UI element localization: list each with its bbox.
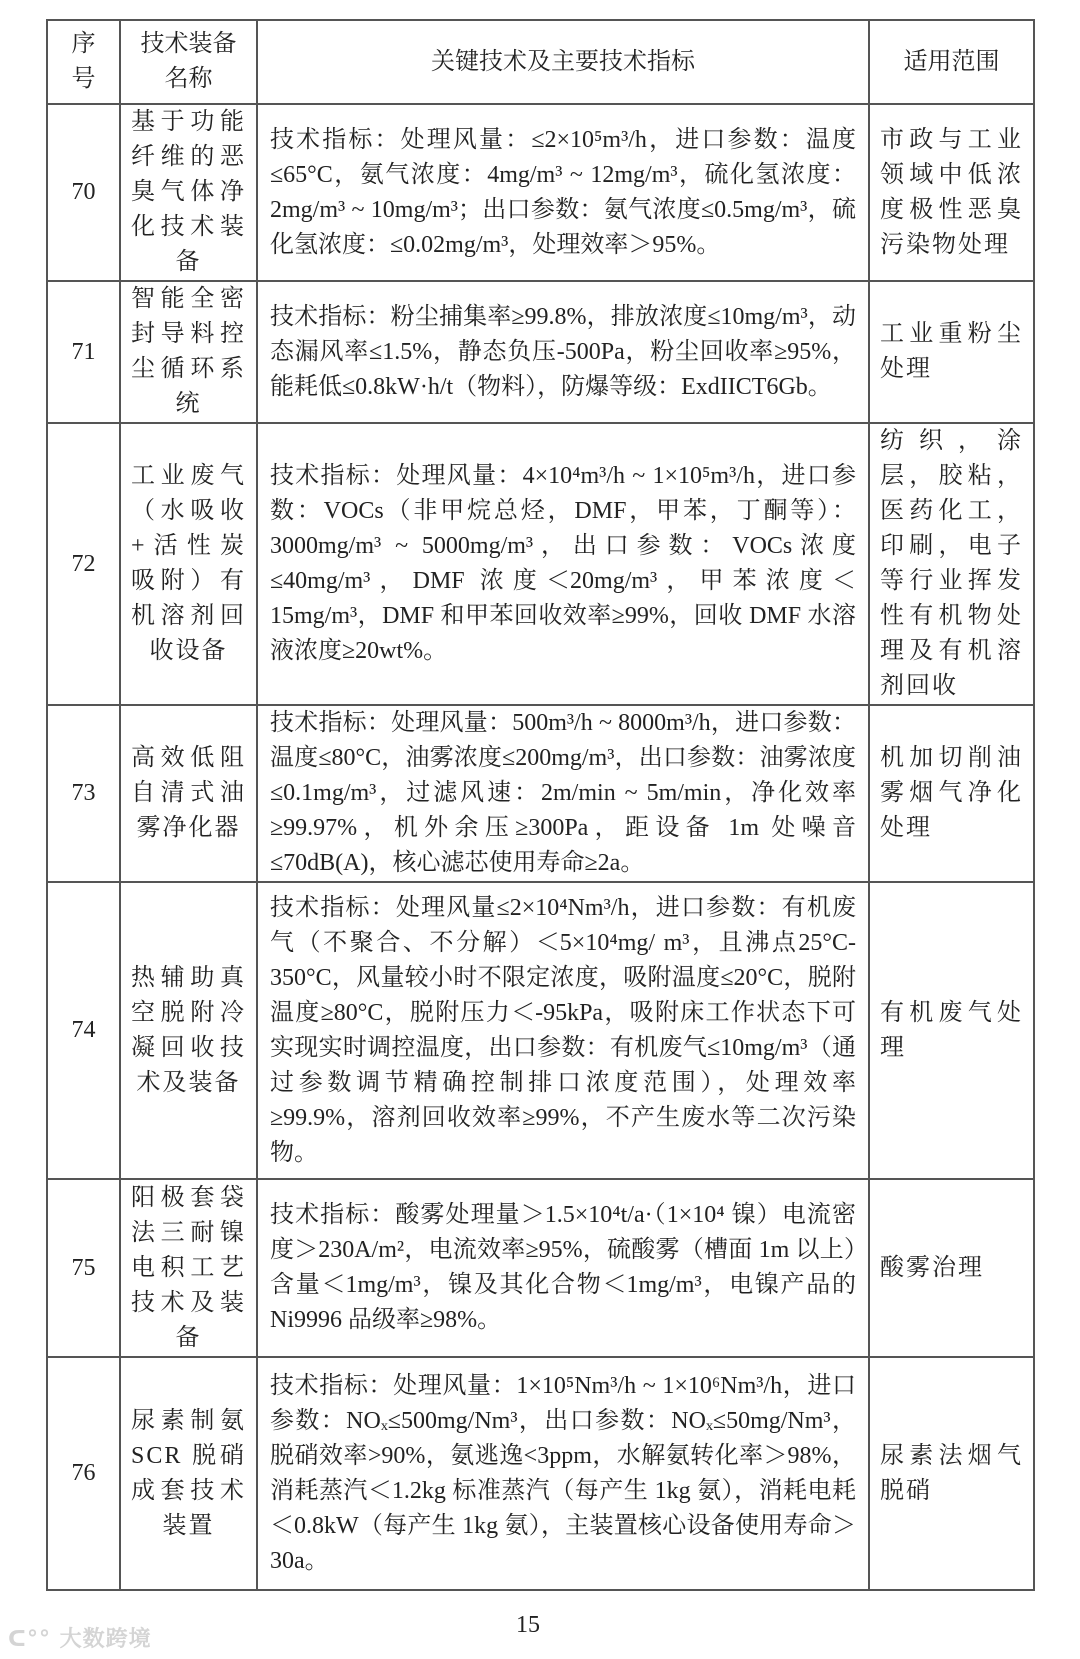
row-name: 高效低阻自清式油雾净化器 (120, 705, 257, 882)
table-row (47, 1179, 1034, 1357)
row-spec: 技术指标：处理风量：500m³/h ~ 8000m³/h，进口参数：温度≤80°C，油雾浓度≤200mg/m³，出口参数：油雾浓度≤0.1mg/m³，过滤风速：2m/min ~ 5m/min，净化效率≥99.97%，机外余压≥300Pa，距设备 1m 处噪音≤70dB(A)，核心滤芯使用寿命≥2a。 (257, 705, 869, 882)
header-index: 序号 (47, 20, 120, 104)
table-row (47, 705, 1034, 882)
row-index: 76 (47, 1357, 120, 1590)
table-header-row (47, 20, 1034, 104)
row-scope: 纺织，涂层，胶粘，医药化工，印刷，电子等行业挥发性有机物处理及有机溶剂回收 (869, 423, 1034, 705)
table-row (47, 104, 1034, 281)
row-scope: 机加切削油雾烟气净化处理 (869, 705, 1034, 882)
header-scope: 适用范围 (869, 20, 1034, 104)
row-name: 工业废气（水吸收+活性炭吸附）有机溶剂回收设备 (120, 423, 257, 705)
row-spec: 技术指标：粉尘捕集率≥99.8%，排放浓度≤10mg/m³，动态漏风率≤1.5%，静态负压-500Pa，粉尘回收率≥95%，能耗低≤0.8kW·h/t（物料），防爆等级：ExdIICT6Gb。 (257, 281, 869, 423)
row-spec: 技术指标：处理风量：≤2×10⁵m³/h，进口参数：温度≤65°C，氨气浓度：4mg/m³ ~ 12mg/m³，硫化氢浓度：2mg/m³ ~ 10mg/m³；出口参数：氨气浓度≤0.5mg/m³，硫化氢浓度：≤0.02mg/m³，处理效率＞95%。 (257, 104, 869, 281)
header-name: 技术装备名称 (120, 20, 257, 104)
row-spec: 技术指标：处理风量：4×10⁴m³/h ~ 1×10⁵m³/h，进口参数：VOCs（非甲烷总烃，DMF，甲苯，丁酮等）：3000mg/m³ ~ 5000mg/m³，出口参数：VOCs浓度≤40mg/m³，DMF 浓度＜20mg/m³，甲苯浓度＜15mg/m³，DMF 和甲苯回收效率≥99%，回收 DMF 水溶液浓度≥20wt%。 (257, 423, 869, 705)
row-scope: 工业重粉尘处理 (869, 281, 1034, 423)
row-spec: 技术指标：处理风量≤2×10⁴Nm³/h，进口参数：有机废气（不聚合、不分解）＜5×10⁴mg/ m³，且沸点25°C-350°C，风量较小时不限定浓度，吸附温度≤20°C，脱附温度≥80°C，脱附压力＜-95kPa，吸附床工作状态下可实现实时调控温度，出口参数：有机废气≤10mg/m³（通过参数调节精确控制排口浓度范围），处理效率≥99.9%，溶剂回收效率≥99%，不产生废水等二次污染物。 (257, 882, 869, 1179)
row-spec: 技术指标：处理风量：1×10⁵Nm³/h ~ 1×10⁶Nm³/h，进口参数：NOₓ≤500mg/Nm³，出口参数：NOₓ≤50mg/Nm³，脱硝效率>90%，氨逃逸<3ppm，水解氨转化率＞98%，消耗蒸汽＜1.2kg 标准蒸汽（每产生 1kg 氨），消耗电耗＜0.8kW（每产生 1kg 氨），主装置核心设备使用寿命＞30a。 (257, 1357, 869, 1590)
row-scope: 市政与工业领域中低浓度极性恶臭污染物处理 (869, 104, 1034, 281)
row-name: 阳极套袋法三耐镍电积工艺技术及装备 (120, 1179, 257, 1357)
table-row (47, 281, 1034, 423)
row-name: 智能全密封导料控尘循环系统 (120, 281, 257, 423)
table-row (47, 1357, 1034, 1590)
row-index: 75 (47, 1179, 120, 1357)
equipment-table (46, 19, 1035, 1591)
row-name: 尿素制氨 SCR 脱硝成套技术装置 (120, 1357, 257, 1590)
watermark-text: 大数跨境 (59, 1627, 152, 1652)
header-spec: 关键技术及主要技术指标 (257, 20, 869, 104)
row-name: 基于功能纤维的恶臭气体净化技术装备 (120, 104, 257, 281)
watermark-icon: ᑕ°° (8, 1627, 51, 1652)
row-index: 70 (47, 104, 120, 281)
row-index: 72 (47, 423, 120, 705)
row-index: 71 (47, 281, 120, 423)
table-row (47, 423, 1034, 705)
watermark-logo (8, 1622, 152, 1653)
row-index: 74 (47, 882, 120, 1179)
row-spec: 技术指标：酸雾处理量＞1.5×10⁴t/a·（1×10⁴ 镍）电流密度＞230A/m²，电流效率≥95%，硫酸雾（槽面 1m 以上）含量＜1mg/m³，镍及其化合物＜1mg/m³，电镍产品的 Ni9996 品级率≥98%。 (257, 1179, 869, 1357)
row-scope: 尿素法烟气脱硝 (869, 1357, 1034, 1590)
page-number: 15 (516, 1612, 540, 1638)
row-index: 73 (47, 705, 120, 882)
row-scope: 酸雾治理 (869, 1179, 1034, 1357)
row-name: 热辅助真空脱附冷凝回收技术及装备 (120, 882, 257, 1179)
row-scope: 有机废气处理 (869, 882, 1034, 1179)
table-row (47, 882, 1034, 1179)
